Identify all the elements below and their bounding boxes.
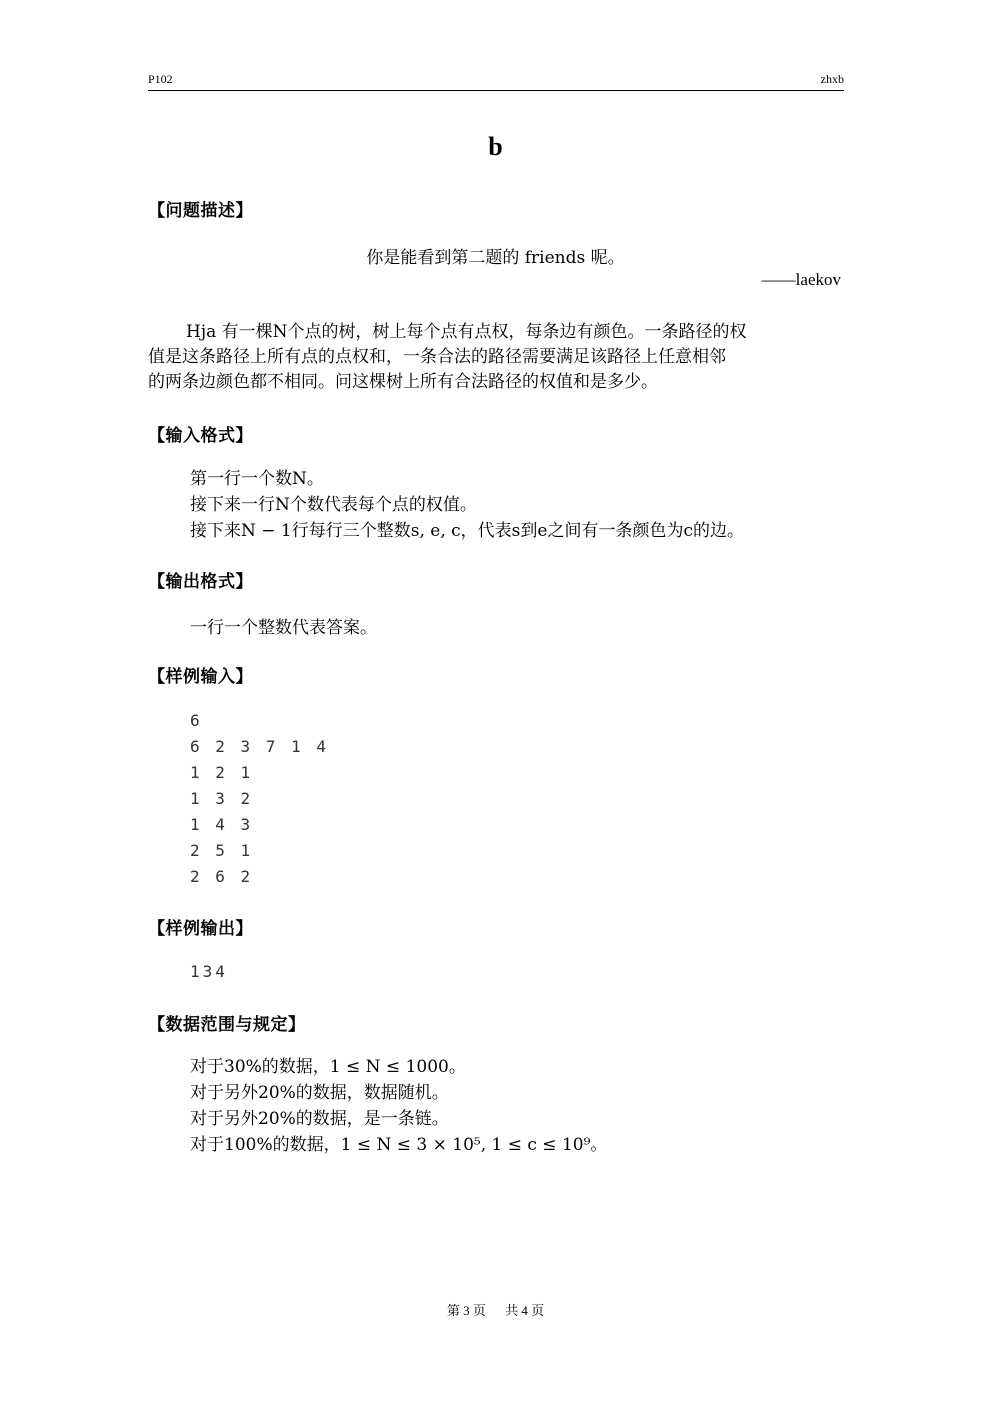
epigraph-author: ——laekov — [761, 270, 841, 289]
sample-output-line: 134 — [190, 962, 228, 981]
section-sample-input-heading: 【样例输入】 — [148, 667, 253, 687]
sample-output-code — [190, 959, 228, 985]
section-sample-output-heading: 【样例输出】 — [148, 919, 253, 939]
section-output-heading: 【输出格式】 — [148, 572, 253, 592]
description-line: 值是这条路径上所有点的点权和，一条合法的路径需要满足该路径上任意相邻 — [148, 347, 726, 367]
input-format-line: 第一行一个数N。 — [190, 469, 324, 489]
epigraph-quote: 你是能看到第二题的 friends 呢。 — [366, 248, 625, 268]
sample-input-line: 1 2 1 — [190, 763, 254, 782]
description-paragraph — [148, 320, 838, 395]
sample-input-code — [190, 708, 329, 890]
output-format-line: 一行一个整数代表答案。 — [190, 618, 377, 638]
page-number: 第 3 页 — [446, 1303, 486, 1318]
sample-input-line: 1 4 3 — [190, 815, 254, 834]
problem-title: b — [488, 132, 503, 161]
sample-input-line: 1 3 2 — [190, 789, 254, 808]
page-header — [148, 70, 844, 91]
problem-code: P102 — [148, 72, 173, 86]
constraint-line: 对于100%的数据，1 ≤ N ≤ 3 × 10⁵, 1 ≤ c ≤ 10⁹。 — [190, 1135, 608, 1155]
constraints-block — [190, 1054, 607, 1158]
sample-input-line: 6 — [190, 711, 203, 730]
constraint-line: 对于30%的数据，1 ≤ N ≤ 1000。 — [190, 1057, 466, 1077]
sample-input-line: 6 2 3 7 1 4 — [190, 737, 329, 756]
section-constraints-heading: 【数据范围与规定】 — [148, 1015, 306, 1035]
page-total: 共 4 页 — [505, 1303, 545, 1318]
author-name: zhxb — [820, 72, 844, 86]
input-format-block — [190, 466, 744, 544]
input-format-line: 接下来一行N个数代表每个点的权值。 — [190, 495, 477, 515]
output-format-block — [190, 615, 377, 641]
section-description-heading: 【问题描述】 — [148, 201, 253, 221]
constraint-line: 对于另外20%的数据，是一条链。 — [190, 1109, 449, 1129]
section-input-heading: 【输入格式】 — [148, 426, 253, 446]
description-line: 的两条边颜色都不相同。问这棵树上所有合法路径的权值和是多少。 — [148, 372, 658, 392]
sample-input-line: 2 5 1 — [190, 841, 254, 860]
constraint-line: 对于另外20%的数据，数据随机。 — [190, 1083, 449, 1103]
description-line: Hja 有一棵N个点的树，树上每个点有点权，每条边有颜色。一条路径的权 — [186, 322, 747, 342]
sample-input-line: 2 6 2 — [190, 867, 254, 886]
page-footer — [0, 1300, 991, 1319]
input-format-line: 接下来N − 1行每行三个整数s, e, c，代表s到e之间有一条颜色为c的边。 — [190, 521, 744, 541]
